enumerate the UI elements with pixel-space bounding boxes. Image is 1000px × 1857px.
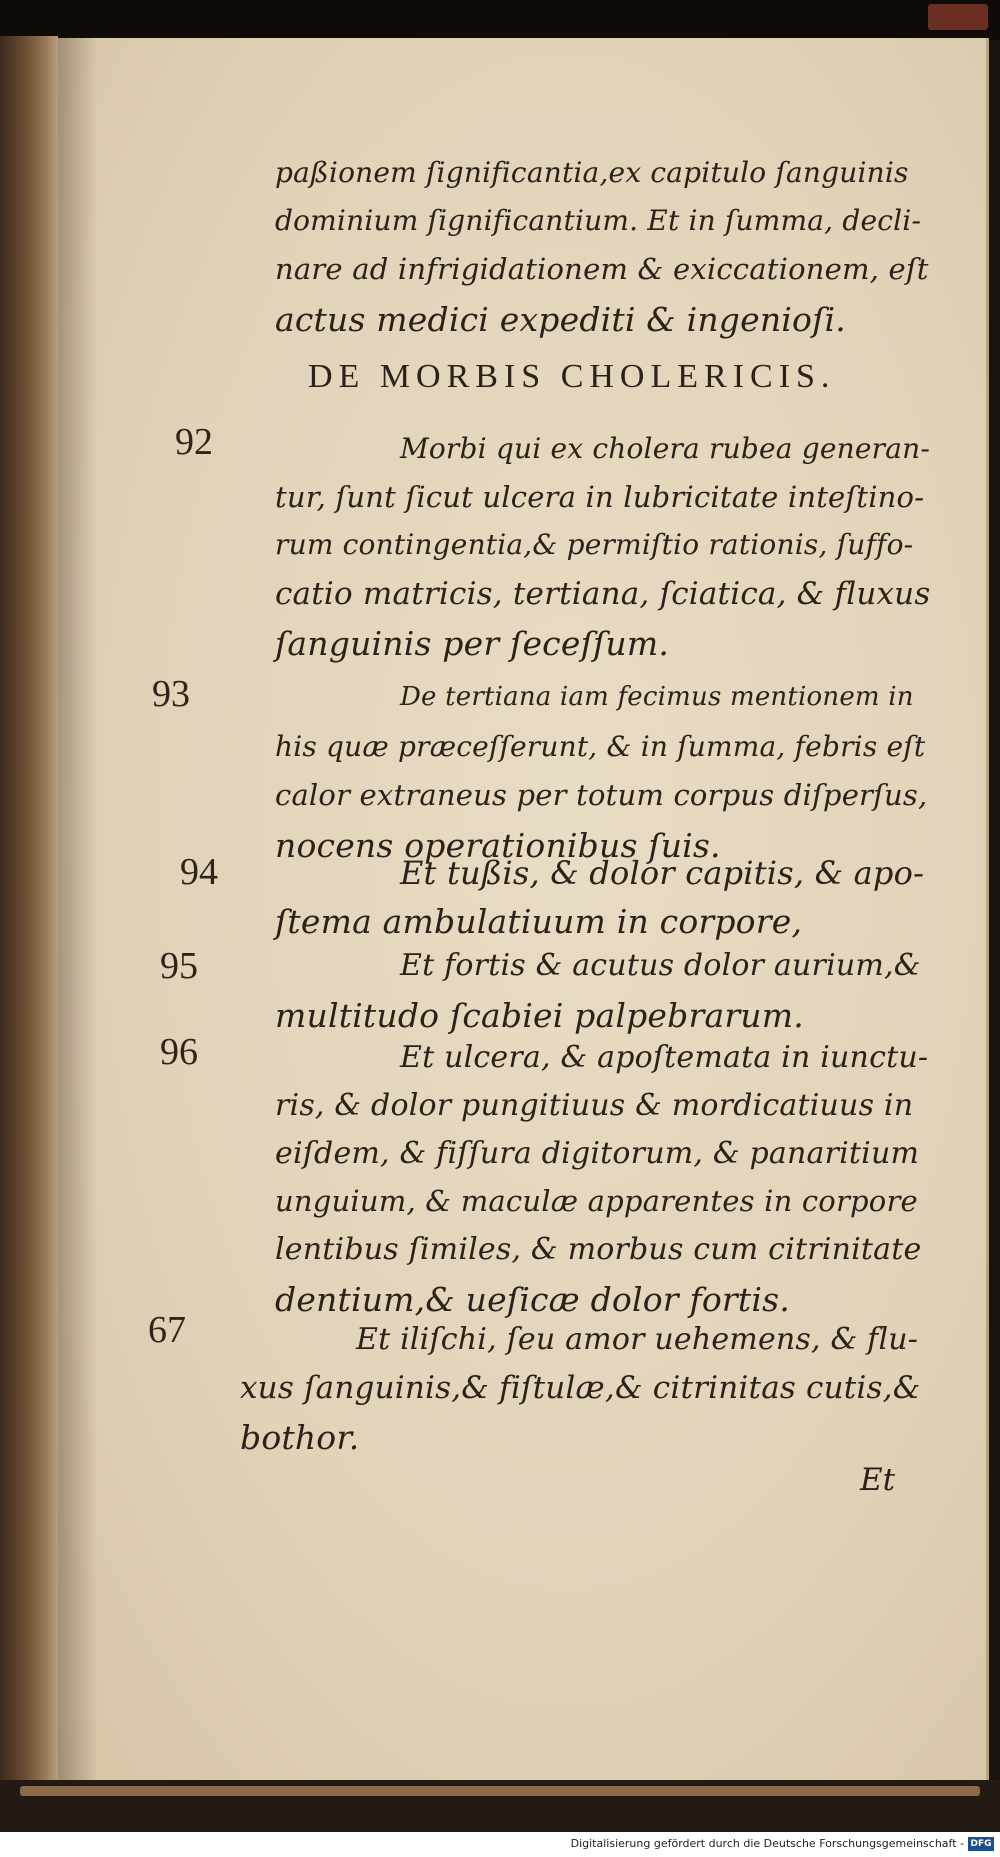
marginal-number: 94 — [180, 851, 218, 893]
body-line: ſanguinis per ſeceſſum. — [275, 624, 670, 663]
body-line: nocens operationibus ſuis. — [275, 826, 721, 865]
body-line: Et iliſchi, ſeu amor uehemens, & flu- — [356, 1322, 919, 1357]
digitization-footer — [0, 1832, 1000, 1857]
body-line: Et ulcera, & apoſtemata in iunctu- — [400, 1040, 929, 1075]
body-line: xus ſanguinis,& fiſtulæ,& citrinitas cutis,& — [240, 1370, 921, 1406]
body-line: multitudo ſcabiei palpebrarum. — [275, 996, 804, 1035]
body-line: De tertiana iam fecimus mentionem in — [400, 682, 914, 712]
scan-top-edge — [0, 0, 1000, 40]
scan-bottom-edge — [0, 1780, 1000, 1832]
body-line: actus medici expediti & ingenioſi. — [275, 300, 846, 339]
catchword: Et — [860, 1462, 896, 1498]
body-line: Et tußis, & dolor capitis, & apo- — [400, 854, 925, 892]
marginal-number: 67 — [148, 1309, 186, 1351]
section-heading: DE MORBIS CHOLERICIS. — [308, 358, 836, 395]
book-spine — [0, 36, 58, 1806]
body-line: rum contingentia,& permiſtio rationis, ſuffo- — [275, 528, 914, 561]
body-line: his quæ præceſſerunt, & in ſumma, febris eſt — [275, 730, 926, 763]
body-line: bothor. — [240, 1418, 360, 1457]
body-line: paßionem ſignificantia,ex capitulo ſanguinis — [275, 156, 909, 189]
marginal-number: 92 — [175, 421, 213, 463]
marginal-number: 95 — [160, 945, 198, 987]
body-line: lentibus ſimiles, & morbus cum citrinitate — [275, 1232, 922, 1267]
body-line: ris, & dolor pungitiuus & mordicatiuus in — [275, 1088, 914, 1123]
marginal-number: 96 — [160, 1031, 198, 1073]
body-line: Et fortis & acutus dolor aurium,& — [400, 948, 921, 983]
body-line: catio matricis, tertiana, ſciatica, & fluxus — [275, 576, 931, 612]
body-line: Morbi qui ex cholera rubea generan- — [400, 432, 931, 465]
body-line: nare ad infrigidationem & exiccationem, eſt — [275, 252, 929, 286]
page-edge — [20, 1786, 980, 1796]
body-line: dentium,& ueſicæ dolor fortis. — [275, 1280, 790, 1319]
body-line: eiſdem, & fiſſura digitorum, & panaritium — [275, 1136, 920, 1171]
footer-credit: Digitalisierung gefördert durch die Deutsche Forschungsgemeinschaft - — [570, 1837, 964, 1850]
gutter-shadow — [58, 38, 98, 1780]
body-line: tur, ſunt ſicut ulcera in lubricitate inteſtino- — [275, 480, 925, 514]
body-line: ſtema ambulatiuum in corpore, — [275, 902, 803, 941]
bookmark-tip — [928, 4, 988, 30]
body-line: dominium ſignificantium. Et in ſumma, decli- — [275, 204, 922, 237]
body-line: calor extraneus per totum corpus diſperſus, — [275, 778, 928, 812]
dfg-logo: DFG — [968, 1837, 994, 1851]
marginal-number: 93 — [152, 673, 190, 715]
body-line: unguium, & maculæ apparentes in corpore — [275, 1184, 918, 1218]
